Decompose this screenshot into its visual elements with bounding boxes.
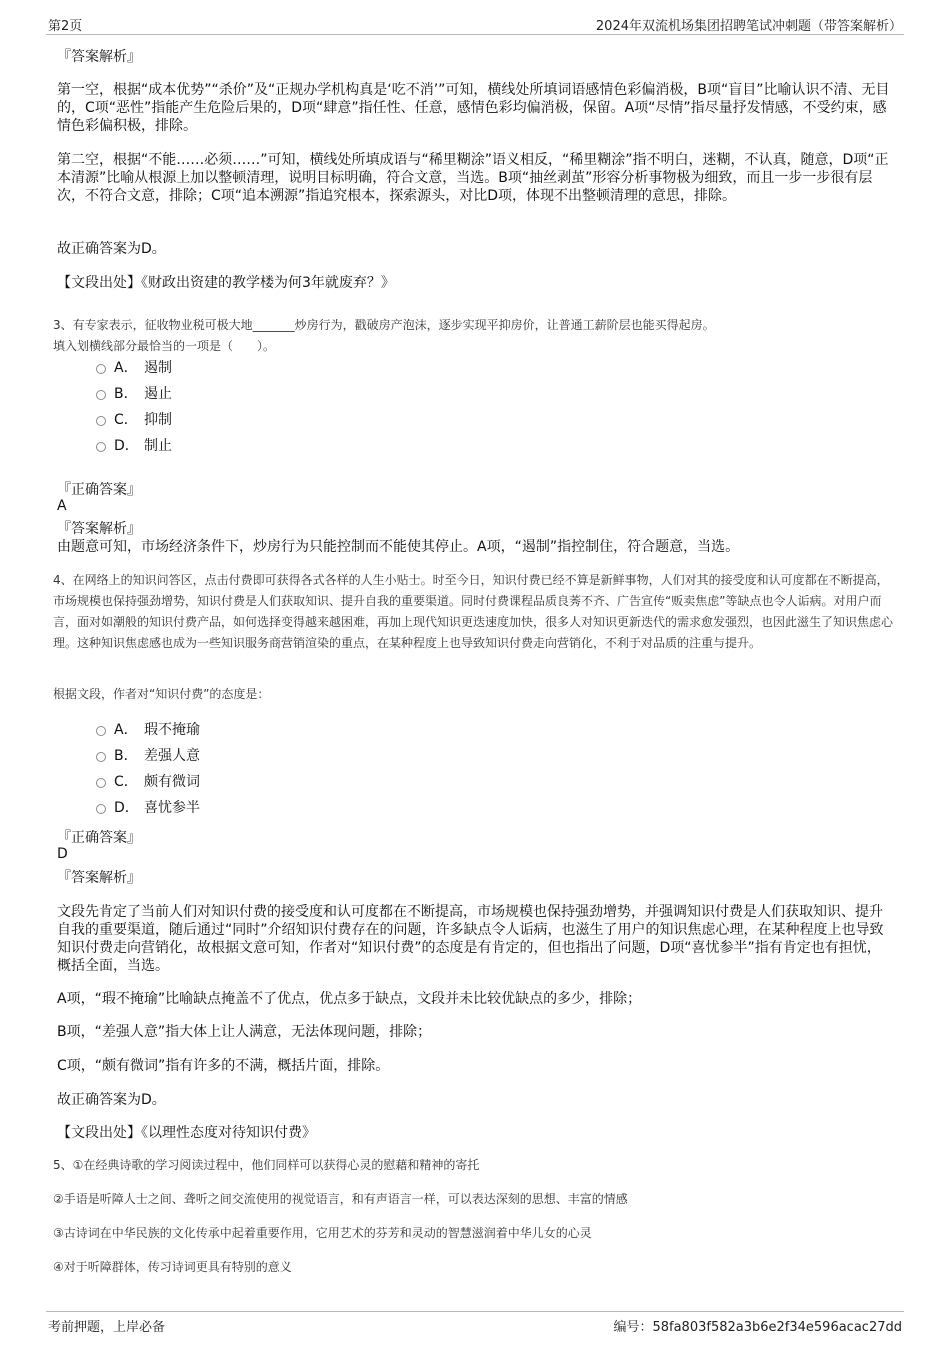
source-citation: 【文段出处】《以理性态度对待知识付费》 (57, 1125, 316, 1141)
option-b[interactable] (96, 746, 200, 766)
analysis-paragraph: 文段先肯定了当前人们对知识付费的接受度和认可度都在不断提高，市场规模也保持强劲增势，并强调知识付费是人们获取知识、提升自我的重要渠道，随后通过“同时”介绍知识付费存在的问题，许多缺点令人诟病，也滋生了用户的知识焦虑心理，在某种程度上也导致知识付费走向营销化，故根据文意可知，作者对“知识付费”的态度是有肯定的，但也指出了问题，D项“喜忧参半”指有肯定也有担忧，概括全面，当选。 (57, 904, 884, 974)
option-d[interactable] (96, 436, 172, 456)
correct-answer-label: 『正确答案』 (57, 830, 141, 846)
option-a-analysis: A项，“瑕不掩瑜”比喻缺点掩盖不了优点，优点多于缺点，文段并未比较优缺点的多少，排除； (57, 991, 642, 1007)
analysis-label: 『答案解析』 (57, 870, 141, 886)
option-d[interactable] (96, 798, 200, 818)
option-letter: A． (114, 360, 138, 376)
radio-button[interactable] (96, 804, 106, 814)
option-a[interactable] (96, 358, 172, 378)
radio-button[interactable] (96, 752, 106, 762)
analysis-paragraph: 第一空，根据“成本优势”“杀价”及“正规办学机构真是‘吃不消’”可知，横线处所填词语感情色彩偏消极，B项“盲目”比喻认识不清、无目的，C项“恶性”指能产生危险后果的，D项“肆意”指任性、任意，感情色彩均偏消极，保留。A项“尽情”指尽量抒发情感，不受约束，感情色彩偏积极，排除。 (57, 82, 890, 134)
option-text: 遏制 (144, 360, 172, 376)
option-text: 抑制 (144, 412, 172, 428)
document-id: 编号：58fa803f582a3b6e2f34e596acac27dd (613, 1320, 902, 1335)
option-c[interactable] (96, 772, 200, 792)
question-stem: 3、有专家表示，征收物业税可极大地_______炒房行为，戳破房产泡沫，逐步实现平抑房价，让普通工薪阶层也能买得起房。 (53, 318, 715, 332)
radio-button[interactable] (96, 726, 106, 736)
footer-slogan: 考前押题，上岸必备 (48, 1320, 166, 1335)
radio-button[interactable] (96, 442, 106, 452)
radio-button[interactable] (96, 416, 106, 426)
conclusion: 故正确答案为D。 (57, 1092, 166, 1108)
option-letter: D． (114, 800, 139, 816)
option-letter: C． (114, 412, 138, 428)
radio-button[interactable] (96, 778, 106, 788)
analysis-paragraph: 由题意可知，市场经济条件下，炒房行为只能控制而不能使其停止。A项，“遏制”指控制住，符合题意，当选。 (57, 539, 740, 555)
page-number: 第2页 (48, 19, 83, 34)
analysis-paragraph: 第二空，根据“不能……必须……”可知，横线处所填成语与“稀里糊涂”语义相反，“稀里糊涂”指不明白，迷糊，不认真，随意，D项“正本清源”比喻从根源上加以整顿清理，说明目标明确，符合文意，当选。B项“抽丝剥茧”形容分析事物极为细致，而且一步一步很有层次，不符合文意，排除；C项“追本溯源”指追究根本，探索源头，对比D项，体现不出整顿清理的意思，排除。 (57, 152, 889, 204)
option-text: 差强人意 (144, 748, 200, 764)
option-letter: B． (114, 748, 138, 764)
option-text: 喜忧参半 (144, 800, 200, 816)
analysis-label: 『答案解析』 (57, 521, 141, 537)
option-text: 颇有微词 (144, 774, 200, 790)
question-prompt: 填入划横线部分最恰当的一项是（ ）。 (53, 339, 276, 353)
page-header (46, 14, 904, 35)
conclusion: 故正确答案为D。 (57, 241, 166, 257)
option-b-analysis: B项，“差强人意”指大体上让人满意，无法体现问题，排除； (57, 1024, 432, 1040)
radio-button[interactable] (96, 364, 106, 374)
option-b[interactable] (96, 384, 172, 404)
sentence-1: 5、①在经典诗歌的学习阅读过程中，他们同样可以获得心灵的慰藉和精神的寄托 (53, 1158, 480, 1172)
option-a[interactable] (96, 720, 200, 740)
source-citation: 【文段出处】《财政出资建的教学楼为何3年就废弃？》 (57, 275, 395, 291)
radio-button[interactable] (96, 390, 106, 400)
option-c-analysis: C项，“颇有微词”指有许多的不满，概括片面，排除。 (57, 1058, 390, 1074)
option-letter: A． (114, 722, 138, 738)
question-passage: 4、在网络上的知识问答区，点击付费即可获得各式各样的人生小贴士。时至今日，知识付费已经不算是新鲜事物，人们对其的接受度和认可度都在不断提高，市场规模也保持强劲增势，知识付费是人们获取知识、提升自我的重要渠道。同时付费课程品质良莠不齐、广告宣传“贩卖焦虑”等缺点也令人诟病。对用户而言，面对如潮般的知识付费产品，如何选择变得越来越困难，再加上现代知识更迭速度加快，很多人对知识更新迭代的需求愈发强烈，也因此滋生了知识焦虑心理。这种知识焦虑感也成为一些知识服务商营销渲染的重点，在某种程度上也导致知识付费走向营销化，不利于对品质的注重与提升。 (53, 573, 894, 650)
page-footer (46, 1311, 904, 1336)
option-text: 制止 (144, 438, 172, 454)
sentence-4: ④对于听障群体，传习诗词更具有特别的意义 (53, 1260, 292, 1274)
document-title: 2024年双流机场集团招聘笔试冲刺题（带答案解析） (595, 19, 902, 34)
correct-answer-label: 『正确答案』 (57, 482, 141, 498)
option-letter: C． (114, 774, 138, 790)
sentence-2: ②手语是听障人士之间、聋听之间交流使用的视觉语言，和有声语言一样，可以表达深刻的思想、丰富的情感 (53, 1192, 628, 1206)
question-prompt: 根据文段，作者对“知识付费”的态度是： (53, 687, 270, 701)
analysis-label: 『答案解析』 (57, 49, 141, 65)
sentence-3: ③古诗词在中华民族的文化传承中起着重要作用，它用艺术的芬芳和灵动的智慧滋润着中华儿女的心灵 (53, 1226, 592, 1240)
correct-answer: A (57, 498, 67, 514)
option-text: 瑕不掩瑜 (144, 722, 200, 738)
option-letter: D． (114, 438, 139, 454)
option-c[interactable] (96, 410, 172, 430)
option-letter: B． (114, 386, 138, 402)
option-text: 遏止 (144, 386, 172, 402)
correct-answer: D (57, 846, 68, 862)
